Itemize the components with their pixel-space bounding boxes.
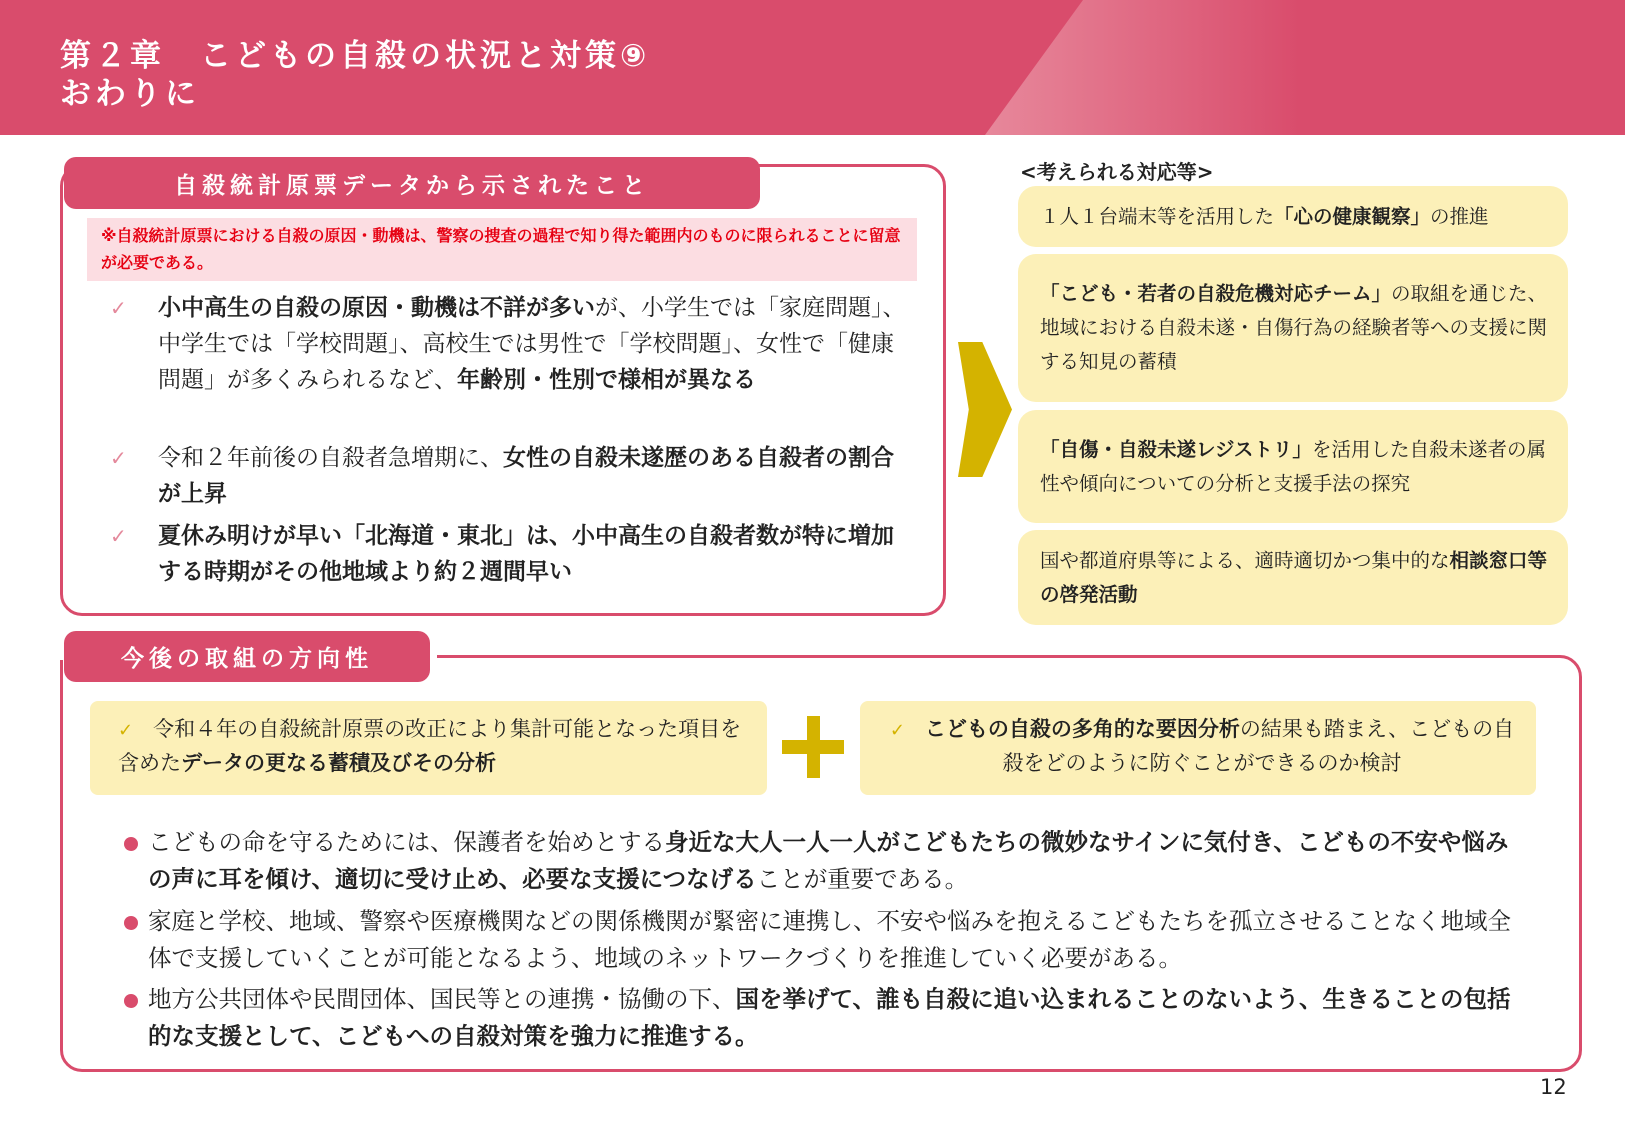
caution-note: ※自殺統計原票における自殺の原因・動機は、警察の捜査の過程で知り得た範囲内のものに限られることに留意が必要である。 [87,218,917,281]
factor-analysis-box [860,701,1536,795]
text-segment: ことが重要である。 [756,865,969,893]
rich-text [1040,433,1550,501]
finding-item [110,518,910,590]
section-title: おわりに [60,76,200,112]
rich-text [118,717,741,775]
bold-text: 夏休み明けが早い「北海道・東北」は、小中高生の自殺者数が特に増加する時期がその他地域より約２週間早い [158,523,894,585]
bold-text: こどもの自殺の多角的な要因分析 [924,717,1240,741]
bold-text: 身近な大人一人一人がこどもたちの微妙なサインに気付き、こどもの不安や悩みの声に耳を傾け、適切に受け止め、必要な支援につなげる [148,828,1509,893]
response-item [1018,530,1568,625]
rich-text [148,907,1511,972]
check-icon: ✓ [110,446,127,470]
rich-text [158,295,906,393]
rich-text [925,717,1514,775]
check-icon: ✓ [110,524,127,548]
finding-item [110,290,910,398]
bold-text: データの更なる蓄積及びその分析 [181,751,496,775]
rich-text [1040,544,1550,612]
check-icon: ✓ [889,720,905,741]
text-segment: こどもの命を守るためには、保護者を始めとする [148,828,665,856]
text-segment: が、小学生では「家庭問題」、中学生では「学校問題」、高校生では男性で「学校問題」、女性で「健康問題」が多くみられるなど、 [158,295,906,393]
text-segment: の推進 [1430,204,1489,228]
bold-text: 「心の健康観察」 [1274,204,1431,228]
bold-text: 「自傷・自殺未遂レジストリ」 [1040,437,1312,461]
findings-tab: 自殺統計原票データから示されたこと [64,157,760,209]
rich-text [158,523,894,585]
check-icon: ✓ [110,296,127,320]
response-item [1018,186,1568,247]
bullet-icon [124,837,138,851]
response-item [1018,410,1568,523]
direction-tab: 今後の取組の方向性 [64,631,430,682]
arrow-right-icon [958,342,1012,477]
response-item [1018,254,1568,402]
bold-text: 国を挙げて、誰も自殺に追い込まれることのないよう、生きることの包括的な支援として、こどもへの自殺対策を強力に推進する。 [148,985,1511,1050]
bold-text: 年齢別・性別で様相が異なる [457,367,756,393]
rich-text [1040,200,1489,234]
page-number: 12 [1540,1075,1567,1099]
text-segment: の取組を通じた、地域における自殺未遂・自傷行為の経験者等への支援に関する知見の蓄積 [1040,282,1548,373]
text-segment: 家庭と学校、地域、警察や医療機関などの関係機関が緊密に連携し、不安や悩みを抱えるこどもたちを孤立させることなく地域全体で支援していくことが可能となるよう、地域のネットワークづくりを推進していく必要がある。 [148,907,1511,972]
chapter-title: 第２章 こどもの自殺の状況と対策⑨ [60,38,651,74]
bullet-icon [124,994,138,1008]
text-segment: を活用した自殺未遂者の属性や傾向についての分析と支援手法の探究 [1040,437,1546,495]
text-segment: 令和２年前後の自殺者急増期に、 [158,445,503,471]
direction-bullet [124,981,1524,1055]
text-segment: 国や都道府県等による、適時適切かつ集中的な [1040,548,1450,572]
data-analysis-box [90,701,767,795]
text-segment: １人１台端末等を活用した [1040,204,1275,228]
bold-text: 女性の自殺未遂歴のある自殺者の割合が上昇 [158,445,894,507]
bold-text: 「こども・若者の自殺危機対応チーム」 [1040,282,1392,305]
check-icon: ✓ [118,720,134,741]
page-header [0,0,1625,135]
direction-bullet [124,903,1524,977]
rich-text [1040,277,1550,379]
bullet-icon [124,916,138,930]
text-segment: 地方公共団体や民間団体、国民等との連携・協働の下、 [148,985,736,1013]
header-decoration [985,0,1625,135]
text-segment: 令和４年の自殺統計原票の改正により集計可能となった項目を含めた [118,717,742,775]
responses-heading: <考えられる対応等> [1020,160,1214,184]
plus-icon [782,716,844,778]
finding-item [110,440,910,512]
bold-text: 小中高生の自殺の原因・動機は不詳が多い [158,295,595,321]
rich-text [148,985,1511,1050]
direction-bullet [124,824,1524,898]
bold-text: 相談窓口等の啓発活動 [1040,548,1548,606]
text-segment: の結果も踏まえ、こどもの自殺をどのように防ぐことができるのか検討 [1002,717,1515,775]
rich-text [148,828,1508,893]
rich-text [158,445,894,507]
